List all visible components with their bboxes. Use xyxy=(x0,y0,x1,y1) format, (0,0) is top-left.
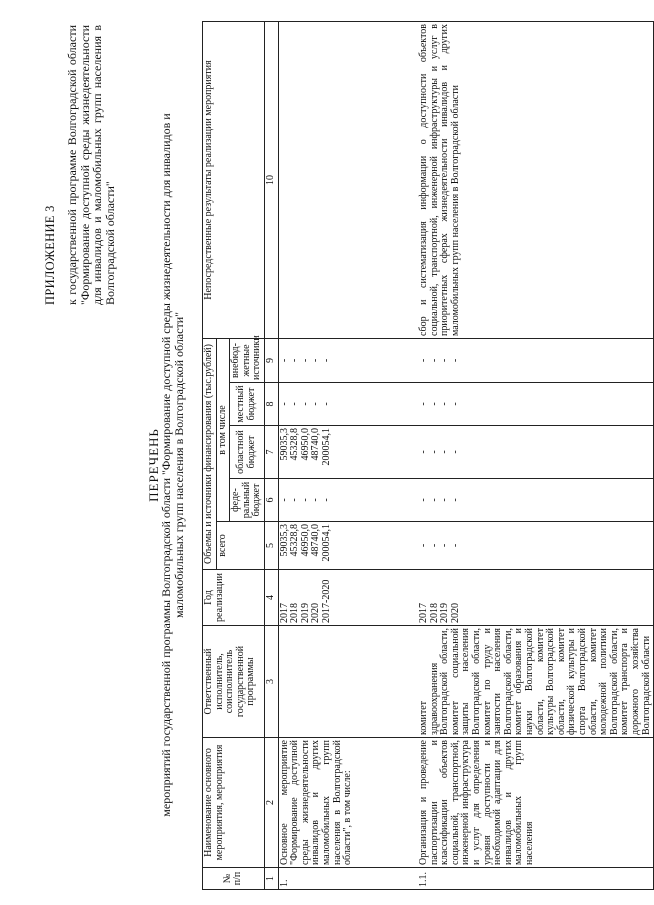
cell-line: - xyxy=(418,498,430,502)
cell-line: - xyxy=(439,402,451,406)
cell-line: - xyxy=(428,402,440,406)
cell-line: - xyxy=(449,543,461,548)
cell-line: - xyxy=(418,543,430,548)
row-name: Организация и проведение паспортизации и классификации объектов социальной, транспортной, инженерной инфраструктура и услуг для определения уровня доступности и необходимой адаптации для инвалидов и других маломобильных групп населения xyxy=(418,738,654,868)
cell-line: - xyxy=(439,498,451,502)
cell-line: - xyxy=(310,358,322,363)
cell-line: - xyxy=(449,450,461,454)
header-total: всего xyxy=(216,522,264,570)
row-results: сбор и систематизация информации о доступности объектов социальной, транспортной, инженерной инфраструктуры и услуг в приоритетных сферах жизнедеятельности инвалидов и других маломобильных групп населения в Волгоградской области xyxy=(418,22,654,339)
index-cell: 2 xyxy=(264,738,278,868)
row-executor xyxy=(278,626,418,738)
header-federal: феде-ральный бюджет xyxy=(230,479,265,522)
appendix-text: к государственной программе Волгоградской области "Формирование доступной среды жизнедеятельности для инвалидов и маломобильных групп населения в Волгоградской области" xyxy=(65,25,117,305)
cell-line: - xyxy=(310,498,322,502)
cell-line: - xyxy=(278,402,290,406)
cell-line: 2019 xyxy=(299,603,311,623)
header-executor: Ответственный исполнитель, соисполнитель государственной программы xyxy=(203,626,265,738)
cell-line: 59035,3 xyxy=(278,524,290,557)
cell-line: 2020 xyxy=(449,603,461,623)
table-row xyxy=(418,22,654,890)
measures-table xyxy=(202,21,654,890)
row-num: 1.1. xyxy=(418,868,654,890)
header-funding: Объемы и источники финансирования (тыс.рублей) xyxy=(203,339,217,570)
cell-line: - xyxy=(428,358,440,363)
cell-line: 2019 xyxy=(439,603,451,623)
cell-line: - xyxy=(439,358,451,363)
cell-line: - xyxy=(418,450,430,454)
appendix-heading: ПРИЛОЖЕНИЕ 3 xyxy=(43,205,57,305)
cell-line: 2020 xyxy=(310,603,322,623)
header-regional: областной бюджет xyxy=(230,426,265,479)
cell-line: - xyxy=(289,498,301,502)
cell-line: 2018 xyxy=(289,603,301,623)
cell-line: 2017 xyxy=(418,603,430,623)
row-total xyxy=(278,522,418,570)
cell-line: - xyxy=(439,450,451,454)
header-results: Непосредственные результаты реализации мероприятия xyxy=(203,22,265,339)
index-cell: 1 xyxy=(264,868,278,890)
header-extra: внебюд-жетные источники xyxy=(230,339,265,383)
row-results xyxy=(278,22,418,339)
cell-line: 46950,0 xyxy=(299,428,311,461)
cell-line: - xyxy=(449,498,461,502)
row-years xyxy=(418,570,654,626)
column-index-row xyxy=(264,22,278,890)
row-num: 1. xyxy=(278,868,418,890)
document-title: ПЕРЕЧЕНЬ xyxy=(146,428,161,502)
cell-line: 59035,3 xyxy=(278,428,290,461)
cell-line: 45328,8 xyxy=(289,524,301,557)
cell-line: - xyxy=(449,402,461,406)
index-cell: 4 xyxy=(264,570,278,626)
cell-line: - xyxy=(299,402,311,406)
row-executor: комитет здравоохранения Волгоградской области, комитет социальной защиты населения Волгоградской области, комитет по труду и занятости населения Волгоградской области, комитет образования и науки Волгоградской области, комитет культуры Волгоградской области, комитет физической культуры и спорта Волгоградской области, комитет молодежной политики Волгоградской области, комитет транспорта и дорожного хозяйства Волгоградской области xyxy=(418,626,654,738)
index-cell: 10 xyxy=(264,22,278,339)
cell-line: 200054,1 xyxy=(320,428,332,466)
cell-line: 48740,0 xyxy=(310,524,322,557)
header-num: № п/п xyxy=(203,868,265,890)
cell-line: 2017-2020 xyxy=(320,579,332,623)
cell-line: - xyxy=(428,543,440,548)
cell-line: - xyxy=(299,498,311,502)
cell-line: - xyxy=(439,543,451,548)
row-local xyxy=(278,383,418,426)
index-cell: 5 xyxy=(264,522,278,570)
cell-line: - xyxy=(428,450,440,454)
cell-line: - xyxy=(310,402,322,406)
appendix-block xyxy=(44,25,116,305)
cell-line: - xyxy=(428,498,440,502)
row-federal xyxy=(278,479,418,522)
cell-line: 2017 xyxy=(278,603,290,623)
row-regional xyxy=(278,426,418,479)
cell-line: - xyxy=(320,402,332,406)
cell-line: - xyxy=(289,402,301,406)
header-name: Наименование основного мероприятия, мероприятия xyxy=(203,738,265,868)
cell-line: - xyxy=(418,402,430,406)
row-federal xyxy=(418,479,654,522)
cell-line: - xyxy=(418,358,430,363)
index-cell: 6 xyxy=(264,479,278,522)
header-year: Год реализации xyxy=(203,570,265,626)
row-extra xyxy=(278,339,418,383)
document-subtitle: мероприятий государственной программы Волгоградской области "Формирование доступной среды жизнедеятельности для инвалидов и маломобильных групп населения в Волгоградской области" xyxy=(159,113,186,817)
cell-line: 46950,0 xyxy=(299,524,311,557)
cell-line: 48740,0 xyxy=(310,428,322,461)
row-local xyxy=(418,383,654,426)
index-cell: 3 xyxy=(264,626,278,738)
row-total xyxy=(418,522,654,570)
cell-line: - xyxy=(289,358,301,363)
row-years xyxy=(278,570,418,626)
cell-line: - xyxy=(299,358,311,363)
index-cell: 8 xyxy=(264,383,278,426)
cell-line: - xyxy=(449,358,461,363)
index-cell: 7 xyxy=(264,426,278,479)
cell-line: - xyxy=(278,498,290,502)
cell-line: - xyxy=(320,498,332,502)
row-extra xyxy=(418,339,654,383)
cell-line: - xyxy=(320,358,332,363)
cell-line: 200054,1 xyxy=(320,524,332,562)
header-local: местный бюджет xyxy=(230,383,265,426)
header-including: в том числе xyxy=(216,339,230,522)
cell-line: 2018 xyxy=(428,603,440,623)
table-row xyxy=(278,22,418,890)
row-regional xyxy=(418,426,654,479)
cell-line: 45328,8 xyxy=(289,428,301,461)
row-name: Основное мероприятие "Формирование доступной среды жизнедеятельности инвалидов и других маломобильных групп населения в Волгоградской области", в том числе: xyxy=(278,738,418,868)
cell-line: - xyxy=(278,358,290,363)
index-cell: 9 xyxy=(264,339,278,383)
